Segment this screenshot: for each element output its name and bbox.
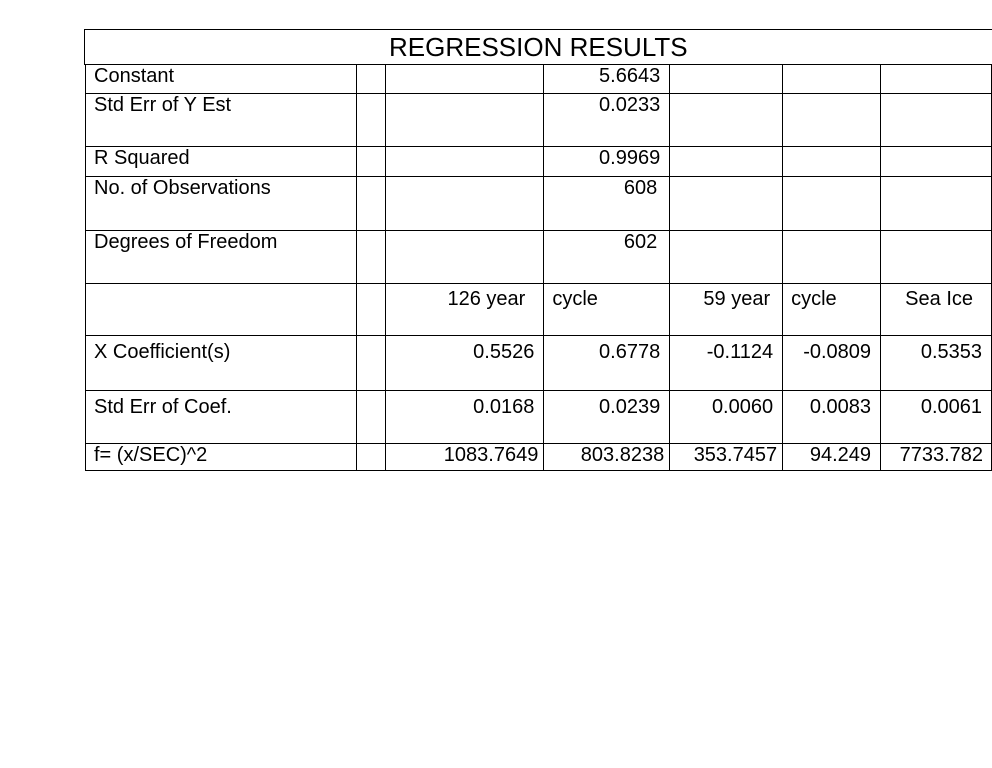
cell[interactable] (670, 94, 783, 147)
value-cell[interactable]: 0.9969 (544, 147, 670, 177)
cell[interactable] (881, 177, 992, 231)
label-cell[interactable]: R Squared (86, 147, 357, 177)
cell[interactable] (670, 65, 783, 94)
table-row (86, 336, 992, 391)
value-cell[interactable]: 0.5353 (881, 336, 992, 391)
cell[interactable] (356, 65, 385, 94)
cell[interactable] (881, 94, 992, 147)
cell[interactable] (356, 147, 385, 177)
cell[interactable] (783, 177, 881, 231)
cell[interactable] (881, 231, 992, 284)
value-cell[interactable]: 1083.7649 (385, 444, 544, 471)
label-cell[interactable]: Std Err of Y Est (86, 94, 357, 147)
value-cell[interactable]: 0.0083 (783, 391, 881, 444)
value-cell[interactable]: -0.1124 (670, 336, 783, 391)
cell[interactable] (385, 147, 544, 177)
cell[interactable] (783, 147, 881, 177)
value-cell[interactable]: 0.0061 (881, 391, 992, 444)
value-cell[interactable]: 0.0239 (544, 391, 670, 444)
page-title: REGRESSION RESULTS (389, 32, 688, 62)
header-row (86, 284, 992, 336)
cell[interactable] (356, 391, 385, 444)
cell[interactable] (881, 65, 992, 94)
cell[interactable] (670, 177, 783, 231)
label-cell[interactable]: Degrees of Freedom (86, 231, 357, 284)
value-cell[interactable]: 0.5526 (385, 336, 544, 391)
value-cell[interactable]: 803.8238 (544, 444, 670, 471)
label-cell[interactable]: f= (x/SEC)^2 (86, 444, 357, 471)
cell[interactable] (385, 94, 544, 147)
value-cell[interactable]: 5.6643 (544, 65, 670, 94)
cell[interactable] (385, 177, 544, 231)
cell[interactable] (356, 177, 385, 231)
cell[interactable] (783, 231, 881, 284)
value-cell[interactable]: 353.7457 (670, 444, 783, 471)
label-cell[interactable]: Constant (86, 65, 357, 94)
cell[interactable] (356, 284, 385, 336)
column-header[interactable]: 59 year (670, 284, 783, 336)
regression-table (85, 64, 992, 471)
value-cell[interactable]: 602 (544, 231, 670, 284)
column-header[interactable]: cycle (544, 284, 670, 336)
label-cell[interactable]: X Coefficient(s) (86, 336, 357, 391)
value-cell[interactable]: 0.0233 (544, 94, 670, 147)
cell[interactable] (670, 231, 783, 284)
value-cell[interactable]: 0.6778 (544, 336, 670, 391)
table-row (86, 65, 992, 94)
table-row (86, 231, 992, 284)
cell[interactable] (783, 65, 881, 94)
value-cell[interactable]: -0.0809 (783, 336, 881, 391)
value-cell[interactable]: 7733.782 (881, 444, 992, 471)
column-header[interactable]: 126 year (385, 284, 544, 336)
table-row (86, 391, 992, 444)
label-cell[interactable]: No. of Observations (86, 177, 357, 231)
cell[interactable] (385, 65, 544, 94)
table-row (86, 444, 992, 471)
cell[interactable] (356, 94, 385, 147)
table-row (86, 147, 992, 177)
value-cell[interactable]: 0.0060 (670, 391, 783, 444)
cell[interactable] (881, 147, 992, 177)
cell[interactable] (356, 231, 385, 284)
cell[interactable] (356, 444, 385, 471)
column-header[interactable]: cycle (783, 284, 881, 336)
table-row (86, 94, 992, 147)
cell[interactable] (356, 336, 385, 391)
value-cell[interactable]: 0.0168 (385, 391, 544, 444)
value-cell[interactable]: 608 (544, 177, 670, 231)
column-header[interactable]: Sea Ice (881, 284, 992, 336)
cell[interactable] (385, 231, 544, 284)
cell[interactable] (670, 147, 783, 177)
value-cell[interactable]: 94.249 (783, 444, 881, 471)
table-row (86, 177, 992, 231)
cell[interactable] (86, 284, 357, 336)
label-cell[interactable]: Std Err of Coef. (86, 391, 357, 444)
cell[interactable] (783, 94, 881, 147)
